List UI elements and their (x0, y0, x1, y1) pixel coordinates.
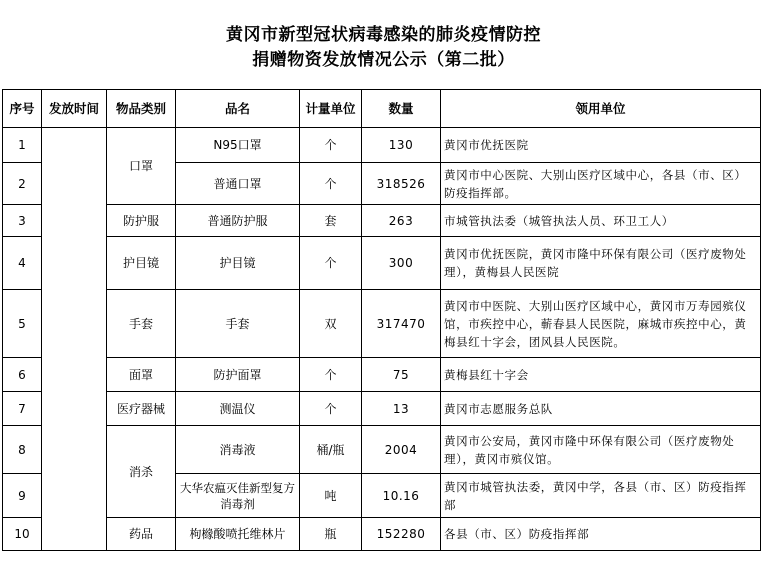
header-time: 发放时间 (42, 90, 107, 128)
table-row (3, 128, 761, 163)
category-cell: 面罩 (107, 358, 176, 392)
header-qty: 数量 (362, 90, 441, 128)
row-qty: 318526 (362, 163, 441, 205)
row-recipient: 黄梅县红十字会 (441, 358, 761, 392)
time-cell (42, 128, 107, 551)
row-unit: 个 (300, 237, 362, 290)
table-row (3, 426, 761, 474)
header-seq: 序号 (3, 90, 42, 128)
row-seq: 10 (3, 518, 42, 551)
row-name: 手套 (176, 290, 300, 358)
table-row (3, 358, 761, 392)
row-recipient: 各县（市、区）防疫指挥部 (441, 518, 761, 551)
row-seq: 9 (3, 474, 42, 518)
row-qty: 2004 (362, 426, 441, 474)
row-qty: 13 (362, 392, 441, 426)
category-cell: 护目镜 (107, 237, 176, 290)
row-unit: 桶/瓶 (300, 426, 362, 474)
row-unit: 个 (300, 358, 362, 392)
row-qty: 75 (362, 358, 441, 392)
row-seq: 4 (3, 237, 42, 290)
row-recipient: 黄冈市中心医院、大别山医疗区域中心，各县（市、区）防疫指挥部。 (441, 163, 761, 205)
row-seq: 1 (3, 128, 42, 163)
row-seq: 6 (3, 358, 42, 392)
row-recipient: 黄冈市公安局，黄冈市隆中环保有限公司（医疗废物处理），黄冈市殡仪馆。 (441, 426, 761, 474)
row-seq: 8 (3, 426, 42, 474)
row-qty: 263 (362, 205, 441, 237)
title-area (0, 0, 767, 90)
row-name: 防护面罩 (176, 358, 300, 392)
page-subtitle: 捐赠物资发放情况公示（第二批） (252, 50, 515, 70)
row-seq: 7 (3, 392, 42, 426)
row-recipient: 黄冈市优抚医院 (441, 128, 761, 163)
row-qty: 10.16 (362, 474, 441, 518)
row-unit: 双 (300, 290, 362, 358)
row-name: 普通口罩 (176, 163, 300, 205)
row-unit: 个 (300, 392, 362, 426)
row-seq: 3 (3, 205, 42, 237)
row-recipient: 黄冈市城管执法委，黄冈中学，各县（市、区）防疫指挥部 (441, 474, 761, 518)
header-row (3, 90, 761, 128)
row-unit: 吨 (300, 474, 362, 518)
row-qty: 300 (362, 237, 441, 290)
category-cell: 消杀 (107, 426, 176, 518)
row-recipient: 黄冈市优抚医院，黄冈市隆中环保有限公司（医疗废物处理），黄梅县人民医院 (441, 237, 761, 290)
row-unit: 个 (300, 163, 362, 205)
distribution-table (2, 89, 761, 551)
row-recipient: 黄冈市中医院、大别山医疗区域中心，黄冈市万寿园殡仪馆，市疾控中心，蕲春县人民医院，麻城市疾控中心，黄梅县红十字会，团风县人民医院。 (441, 290, 761, 358)
row-unit: 瓶 (300, 518, 362, 551)
row-seq: 5 (3, 290, 42, 358)
row-name: 普通防护服 (176, 205, 300, 237)
header-category: 物品类别 (107, 90, 176, 128)
row-qty: 152280 (362, 518, 441, 551)
category-cell: 口罩 (107, 128, 176, 205)
row-name: 测温仪 (176, 392, 300, 426)
row-name: 护目镜 (176, 237, 300, 290)
row-name: 消毒液 (176, 426, 300, 474)
row-qty: 317470 (362, 290, 441, 358)
row-seq: 2 (3, 163, 42, 205)
page-title: 黄冈市新型冠状病毒感染的肺炎疫情防控 (226, 25, 541, 45)
row-qty: 130 (362, 128, 441, 163)
header-name: 品名 (176, 90, 300, 128)
header-recipient: 领用单位 (441, 90, 761, 128)
row-unit: 套 (300, 205, 362, 237)
table-row (3, 290, 761, 358)
row-recipient: 市城管执法委（城管执法人员、环卫工人） (441, 205, 761, 237)
header-unit: 计量单位 (300, 90, 362, 128)
row-name: 大华农瘟灭佳新型复方消毒剂 (176, 474, 300, 518)
table-row (3, 392, 761, 426)
row-unit: 个 (300, 128, 362, 163)
row-name: N95口罩 (176, 128, 300, 163)
table-row (3, 237, 761, 290)
category-cell: 药品 (107, 518, 176, 551)
row-recipient: 黄冈市志愿服务总队 (441, 392, 761, 426)
row-name: 枸橼酸喷托维林片 (176, 518, 300, 551)
category-cell: 医疗器械 (107, 392, 176, 426)
category-cell: 手套 (107, 290, 176, 358)
table-row (3, 518, 761, 551)
category-cell: 防护服 (107, 205, 176, 237)
table-row (3, 205, 761, 237)
